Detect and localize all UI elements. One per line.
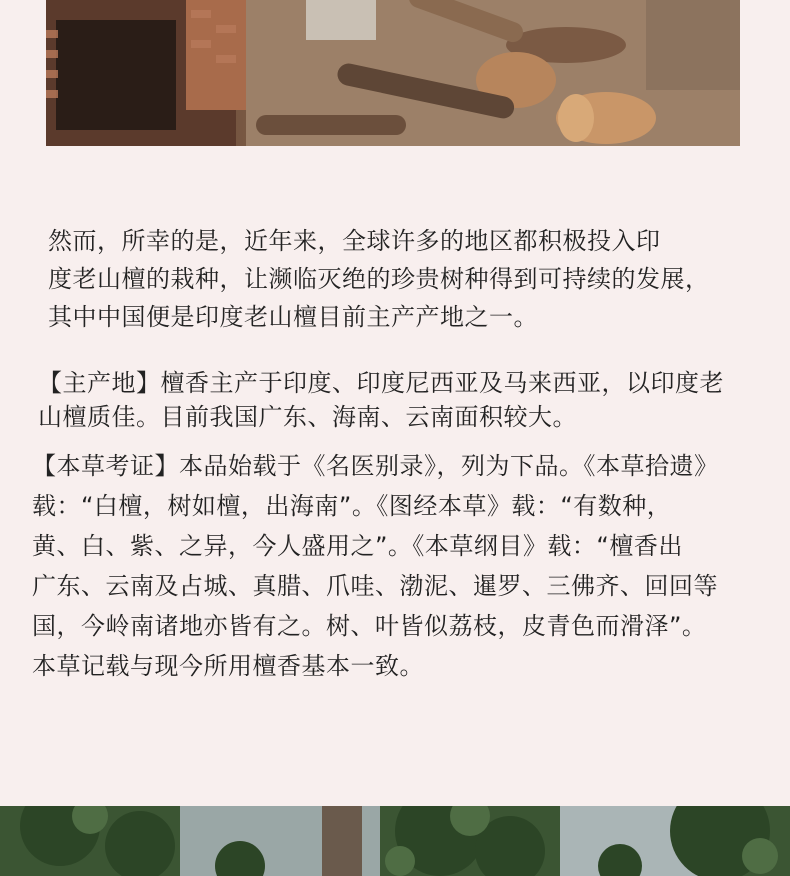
herbal-line: 【本草考证】本品始载于《名医别录》，列为下品。《本草拾遗》 [32, 452, 719, 480]
origin-line: 【主产地】檀香主产于印度、印度尼西亚及马来西亚，以印度老 [38, 369, 724, 397]
sandalwood-tree-photo [0, 806, 790, 876]
herbal-paragraph [32, 446, 719, 686]
herbal-line: 载：“白檀，树如檀，出海南”。《图经本草》载：“有数种， [32, 492, 672, 520]
herbal-line: 本草记载与现今所用檀香基本一致。 [32, 652, 424, 680]
herbal-line: 广东、云南及占城、真腊、爪哇、渤泥、暹罗、三佛齐、回回等 [32, 572, 718, 600]
intro-line: 然而，所幸的是，近年来，全球许多的地区都积极投入印 [48, 227, 661, 255]
herbal-line: 国，今岭南诸地亦皆有之。树、叶皆似荔枝，皮青色而滑泽”。 [32, 612, 707, 640]
sandalwood-logs-photo [46, 0, 740, 146]
origin-paragraph [38, 366, 724, 434]
intro-line: 其中中国便是印度老山檀目前主产产地之一。 [48, 303, 538, 331]
herbal-line: 黄、白、紫、之异，今人盛用之”。《本草纲目》载：“檀香出 [32, 532, 683, 560]
intro-line: 度老山檀的栽种，让濒临灭绝的珍贵树种得到可持续的发展， [48, 265, 710, 293]
intro-paragraph [48, 222, 710, 336]
origin-line: 山檀质佳。目前我国广东、海南、云南面积较大。 [38, 403, 577, 431]
